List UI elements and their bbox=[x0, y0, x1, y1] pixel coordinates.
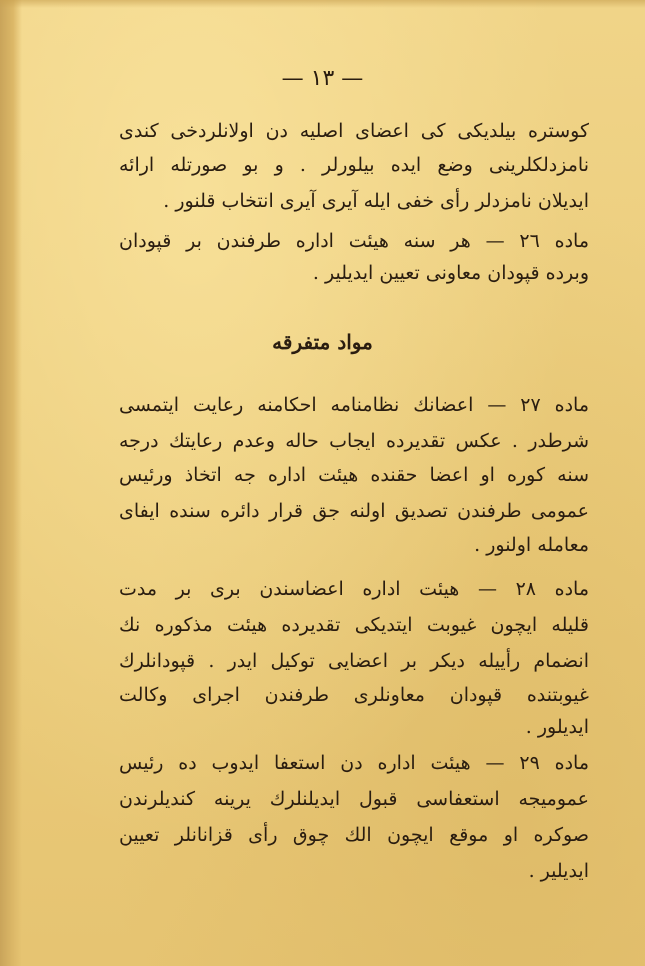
text-line: كوستره بيلديكى كى اعضاى اصليه دن اولانلردخى كندى bbox=[119, 120, 589, 142]
text-line: سنه كوره او اعضا حقنده هيئت اداره جه اتخاذ ورئيس bbox=[119, 464, 589, 486]
page-top-edge bbox=[0, 0, 645, 8]
text-line: ايديلير . bbox=[528, 860, 589, 882]
page-number: — ١٣ — bbox=[281, 66, 364, 91]
text-line: صوكره او موقع ايچون الك چوق رأى قزانانلر تعيين bbox=[119, 824, 589, 846]
text-line: ماده ٢٧ — اعضانك نظامنامه احكامنه رعايت ايتمسى bbox=[119, 394, 589, 416]
text-line: غيوبتنده قپودان معاونلرى طرفندن اجراى وكالت bbox=[119, 684, 589, 706]
section-heading: مواد متفرقه bbox=[272, 330, 373, 354]
text-line: ايديلان نامزدلر رأى خفى ايله آيرى آيرى انتخاب قلنور . bbox=[163, 190, 589, 212]
text-line: نامزدلكلرينى وضع ايده بيلورلر . و بو صورتله ارائه bbox=[119, 154, 589, 176]
text-line: عمومى طرفندن تصديق اولنه جق قرار دائره سنده ايفاى bbox=[119, 500, 589, 522]
text-line: ماده ٢٨ — هيئت اداره اعضاسندن برى بر مدت bbox=[119, 578, 589, 600]
text-line: وبرده قپودان معاونى تعيين ايديلير . bbox=[312, 262, 589, 284]
text-line: قليله ايچون غيوبت ايتديكى تقديرده هيئت مذكوره نك bbox=[119, 614, 589, 636]
text-line: ايديلور . bbox=[525, 716, 589, 738]
text-line: شرطدر . عكس تقديرده ايجاب حاله وعدم رعايتك درجه bbox=[119, 430, 589, 452]
text-line: عموميجه استعفاسى قبول ايديلنلرك يرينه كنديلرندن bbox=[119, 788, 589, 810]
text-line: انضمام رأييله ديكر بر اعضايى توكيل ايدر . قپودانلرك bbox=[119, 650, 589, 672]
text-line: ماده ٢٦ — هر سنه هيئت اداره طرفندن بر قپودان bbox=[119, 230, 589, 252]
page-binding-edge bbox=[0, 0, 22, 966]
text-line: معامله اولنور . bbox=[474, 534, 589, 556]
text-line: ماده ٢٩ — هيئت اداره دن استعفا ايدوب ده رئيس bbox=[119, 752, 589, 774]
